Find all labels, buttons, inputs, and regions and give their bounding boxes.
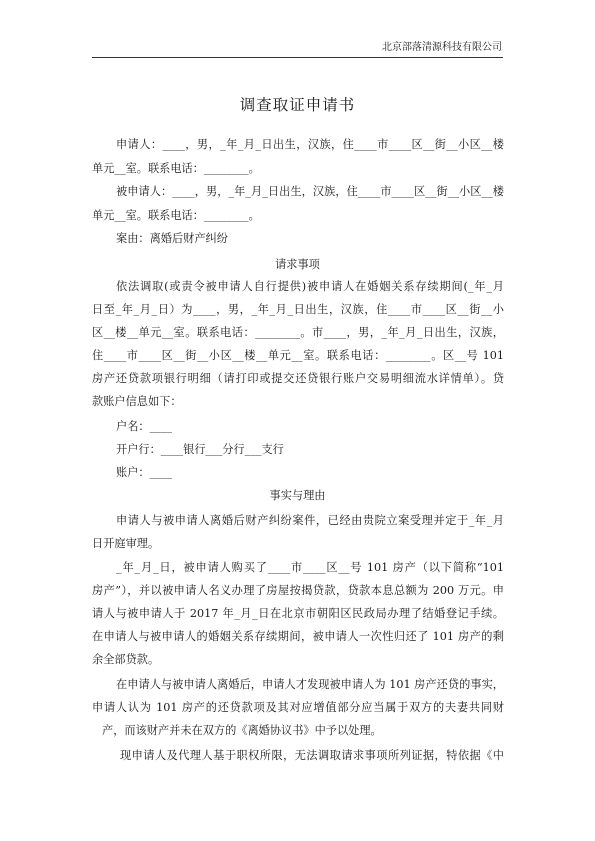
header-rule xyxy=(92,57,503,58)
document-title: 调查取证申请书 xyxy=(239,96,356,114)
facts-p3-line-1: 在申请人与被申请人离婚后，申请人才发现被申请人为 101 房产还贷的事实， xyxy=(116,678,504,691)
request-line-6: 款账户信息如下： xyxy=(92,395,182,408)
applicant-line-2: 单元__室。联系电话：________。 xyxy=(92,162,260,175)
case-cause: 案由：离婚后财产纠纷 xyxy=(116,232,228,245)
facts-p2-line-4: 在申请人与被申请人的婚姻关系存续期间，被申请人一次性归还了 101 房产的剩 xyxy=(92,630,504,643)
facts-p1-line-1: 申请人与被申请人离婚后财产纠纷案件，已经由贵院立案受理并定于_年_月 xyxy=(116,514,504,527)
company-header: 北京部落清源科技有限公司 xyxy=(382,42,502,53)
request-line-2: 日至_年_月_日）为____，男，_年_月_日出生，汉族，住____市____区__街__小 xyxy=(92,303,504,316)
request-line-4: 住____市____区__街__小区__楼__单元__室。联系电话：________。区__号 101 xyxy=(92,349,504,362)
bank-branch: 开户行：____银行___分行___支行 xyxy=(116,443,284,456)
applicant-line-1: 申请人：____，男，_年_月_日出生，汉族，住____市____区__街__小区__楼 xyxy=(116,138,504,151)
request-line-1: 依法调取(或责令被申请人自行提供)被申请人在婚姻关系存续期间(_年_月 xyxy=(116,280,504,293)
facts-p2-line-5: 余全部贷款。 xyxy=(92,653,160,666)
facts-p3-line-3: 产，而该财产并未在双方的《离婚协议书》中予以处理。 xyxy=(102,724,382,737)
account-name: 户名：____ xyxy=(116,420,172,433)
facts-p2-line-2: 房产”），并以被申请人名义办理了房屋按揭贷款，贷款本息总额为 200 万元。申 xyxy=(92,584,504,597)
account-number: 账户：____ xyxy=(116,466,172,479)
section-heading-requests: 请求事项 xyxy=(275,258,320,271)
facts-p4-line-1: 现申请人及代理人基于职权所限，无法调取请求事项所列证据，特依据《中 xyxy=(120,749,504,762)
respondent-line-2: 单元__室。联系电话：________。 xyxy=(92,209,260,222)
facts-p2-line-3: 请人与被申请人于 2017 年_月_日在北京市朝阳区民政局办理了结婚登记手续。 xyxy=(92,607,504,620)
request-line-5: 房产还贷款项银行明细（请打印或提交还贷银行账户交易明细流水详情单）。贷 xyxy=(92,372,504,385)
section-heading-facts: 事实与理由 xyxy=(269,489,326,502)
facts-p2-line-1: _年_月_日，被申请人购买了____市____区__号 101 房产（以下简称“101 xyxy=(116,561,504,574)
facts-p3-line-2: 申请人认为 101 房产的还贷款项及其对应增值部分应当属于双方的夫妻共同财 xyxy=(92,701,504,714)
facts-p1-line-2: 日开庭审理。 xyxy=(92,537,160,550)
request-line-3: 区__楼__单元__室。联系电话：________。市____，男，_年_月_日出生，汉族， xyxy=(92,326,504,339)
respondent-line-1: 被申请人：____，男，_年_月_日出生，汉族，住____市____区__街__小区__楼 xyxy=(116,185,504,198)
